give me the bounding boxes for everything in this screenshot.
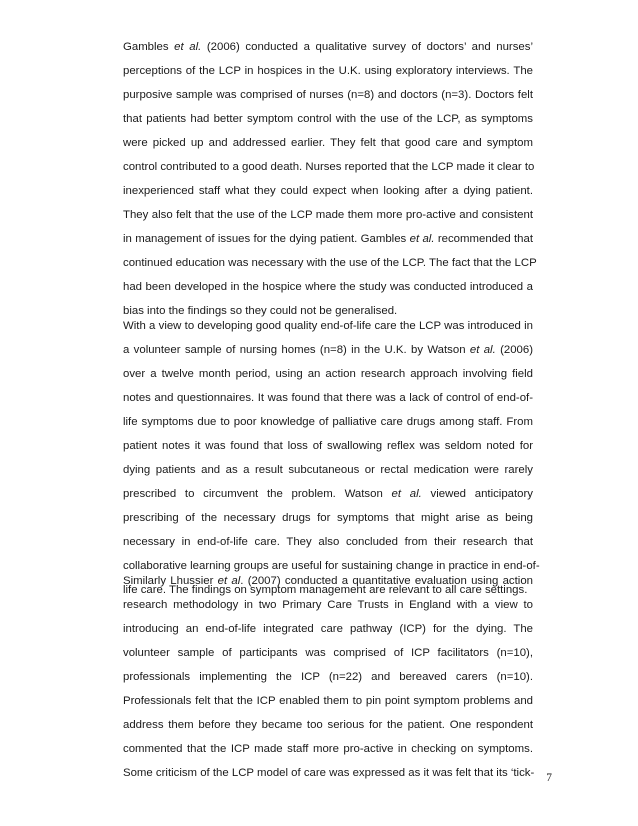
text-segment: With a view to developing good quality end-of-life care the LCP was introduced in: [123, 320, 533, 332]
text-segment: continued education was necessary with the use of the LCP. The fact that the LCP: [123, 257, 537, 269]
text-segment: prescribing of the necessary drugs for symptoms that might arise as being: [123, 512, 533, 524]
text-line: [123, 386, 533, 410]
text-segment: Similarly Lhussier: [123, 575, 218, 587]
text-segment: (2006) conducted a qualitative survey of doctors’ and nurses’: [201, 41, 533, 53]
text-segment: over a twelve month period, using an action research approach involving field: [123, 368, 533, 380]
text-segment: commented that the ICP made staff more pro-active in checking on symptoms.: [123, 743, 533, 755]
text-segment: recommended that: [434, 233, 534, 245]
paragraph-lhussier: [123, 569, 533, 785]
italic-citation: et al.: [174, 41, 202, 53]
text-line: [123, 59, 533, 83]
text-segment: collaborative learning groups are useful for sustaining change in practice in end-of-: [123, 560, 540, 572]
text-line: [123, 689, 533, 713]
text-segment: Professionals felt that the ICP enabled them to pin point symptom problems and: [123, 695, 533, 707]
text-line: [123, 107, 533, 131]
text-line: [123, 641, 533, 665]
text-segment: perceptions of the LCP in hospices in the U.K. using exploratory interviews. The: [123, 65, 533, 77]
text-segment: professionals implementing the ICP (n=22) and bereaved carers (n=10).: [123, 671, 533, 683]
text-segment: prescribed to circumvent the problem. Watson: [123, 488, 392, 500]
text-line: [123, 761, 533, 785]
paragraph-gambles: [123, 35, 537, 323]
text-line: [123, 179, 533, 203]
text-segment: had been developed in the hospice where the study was conducted introduced a: [123, 281, 533, 293]
text-line: [123, 569, 533, 593]
text-segment: in management of issues for the dying patient. Gambles: [123, 233, 410, 245]
text-line: [123, 458, 533, 482]
italic-citation: et al.: [391, 488, 422, 500]
text-segment: necessary in end-of-life care. They also concluded from their research that: [123, 536, 533, 548]
text-line: [123, 338, 533, 362]
text-line: [123, 593, 533, 617]
text-segment: purposive sample was comprised of nurses (n=8) and doctors (n=3). Doctors felt: [123, 89, 533, 101]
text-segment: bias into the findings so they could not be generalised.: [123, 305, 398, 317]
text-segment: were picked up and addressed earlier. They felt that good care and symptom: [123, 137, 533, 149]
text-segment: introducing an end-of-life integrated care pathway (ICP) for the dying. The: [123, 623, 533, 635]
text-line: [123, 155, 533, 179]
text-segment: patient notes it was found that loss of swallowing reflex was seldom noted for: [123, 440, 533, 452]
text-line: [123, 275, 533, 299]
text-segment: Gambles: [123, 41, 175, 53]
text-segment: research methodology in two Primary Care Trusts in England with a view to: [123, 599, 533, 611]
italic-citation: et al.: [469, 344, 496, 356]
text-line: [123, 410, 533, 434]
text-line: [123, 227, 533, 251]
text-line: [123, 665, 533, 689]
text-segment: dying patients and as a result subcutaneous or rectal medication were rarely: [123, 464, 533, 476]
page-number: 7: [546, 772, 552, 784]
text-segment: notes and questionnaires. It was found that there was a lack of control of end-of-: [123, 392, 533, 404]
italic-citation: et al: [217, 575, 241, 587]
text-segment: that patients had better symptom control with the use of the LCP, as symptoms: [123, 113, 533, 125]
text-segment: (2006): [495, 344, 534, 356]
text-line: [123, 737, 533, 761]
text-line: [123, 713, 533, 737]
text-segment: viewed anticipatory: [421, 488, 533, 500]
text-segment: a volunteer sample of nursing homes (n=8) in the U.K. by Watson: [123, 344, 470, 356]
text-line: [123, 617, 533, 641]
text-segment: life care. The findings on symptom management are relevant to all care settings.: [123, 584, 528, 596]
italic-citation: et al.: [409, 233, 435, 245]
text-segment: control contributed to a good death. Nurses reported that the LCP made it clear to: [123, 161, 535, 173]
text-line: [123, 434, 533, 458]
text-line: [123, 83, 533, 107]
text-line: [123, 131, 533, 155]
text-line: [123, 482, 533, 506]
text-line: [123, 362, 533, 386]
text-line: [123, 530, 533, 554]
text-segment: inexperienced staff what they could expect when looking after a dying patient.: [123, 185, 533, 197]
text-segment: life symptoms due to poor knowledge of palliative care drugs among staff. From: [123, 416, 533, 428]
paragraph-watson: [123, 314, 540, 602]
text-segment: . (2007) conducted a quantitative evaluation using action: [240, 575, 533, 587]
text-segment: Some criticism of the LCP model of care was expressed as it was felt that its ‘tick-: [123, 767, 535, 779]
text-line: [123, 251, 537, 275]
text-line: [123, 314, 533, 338]
text-line: [123, 203, 533, 227]
text-segment: They also felt that the use of the LCP made them more pro-active and consistent: [123, 209, 533, 221]
text-line: [123, 506, 533, 530]
text-line: [123, 35, 533, 59]
text-segment: volunteer sample of participants was comprised of ICP facilitators (n=10),: [123, 647, 533, 659]
text-segment: address them before they became too serious for the patient. One respondent: [123, 719, 533, 731]
